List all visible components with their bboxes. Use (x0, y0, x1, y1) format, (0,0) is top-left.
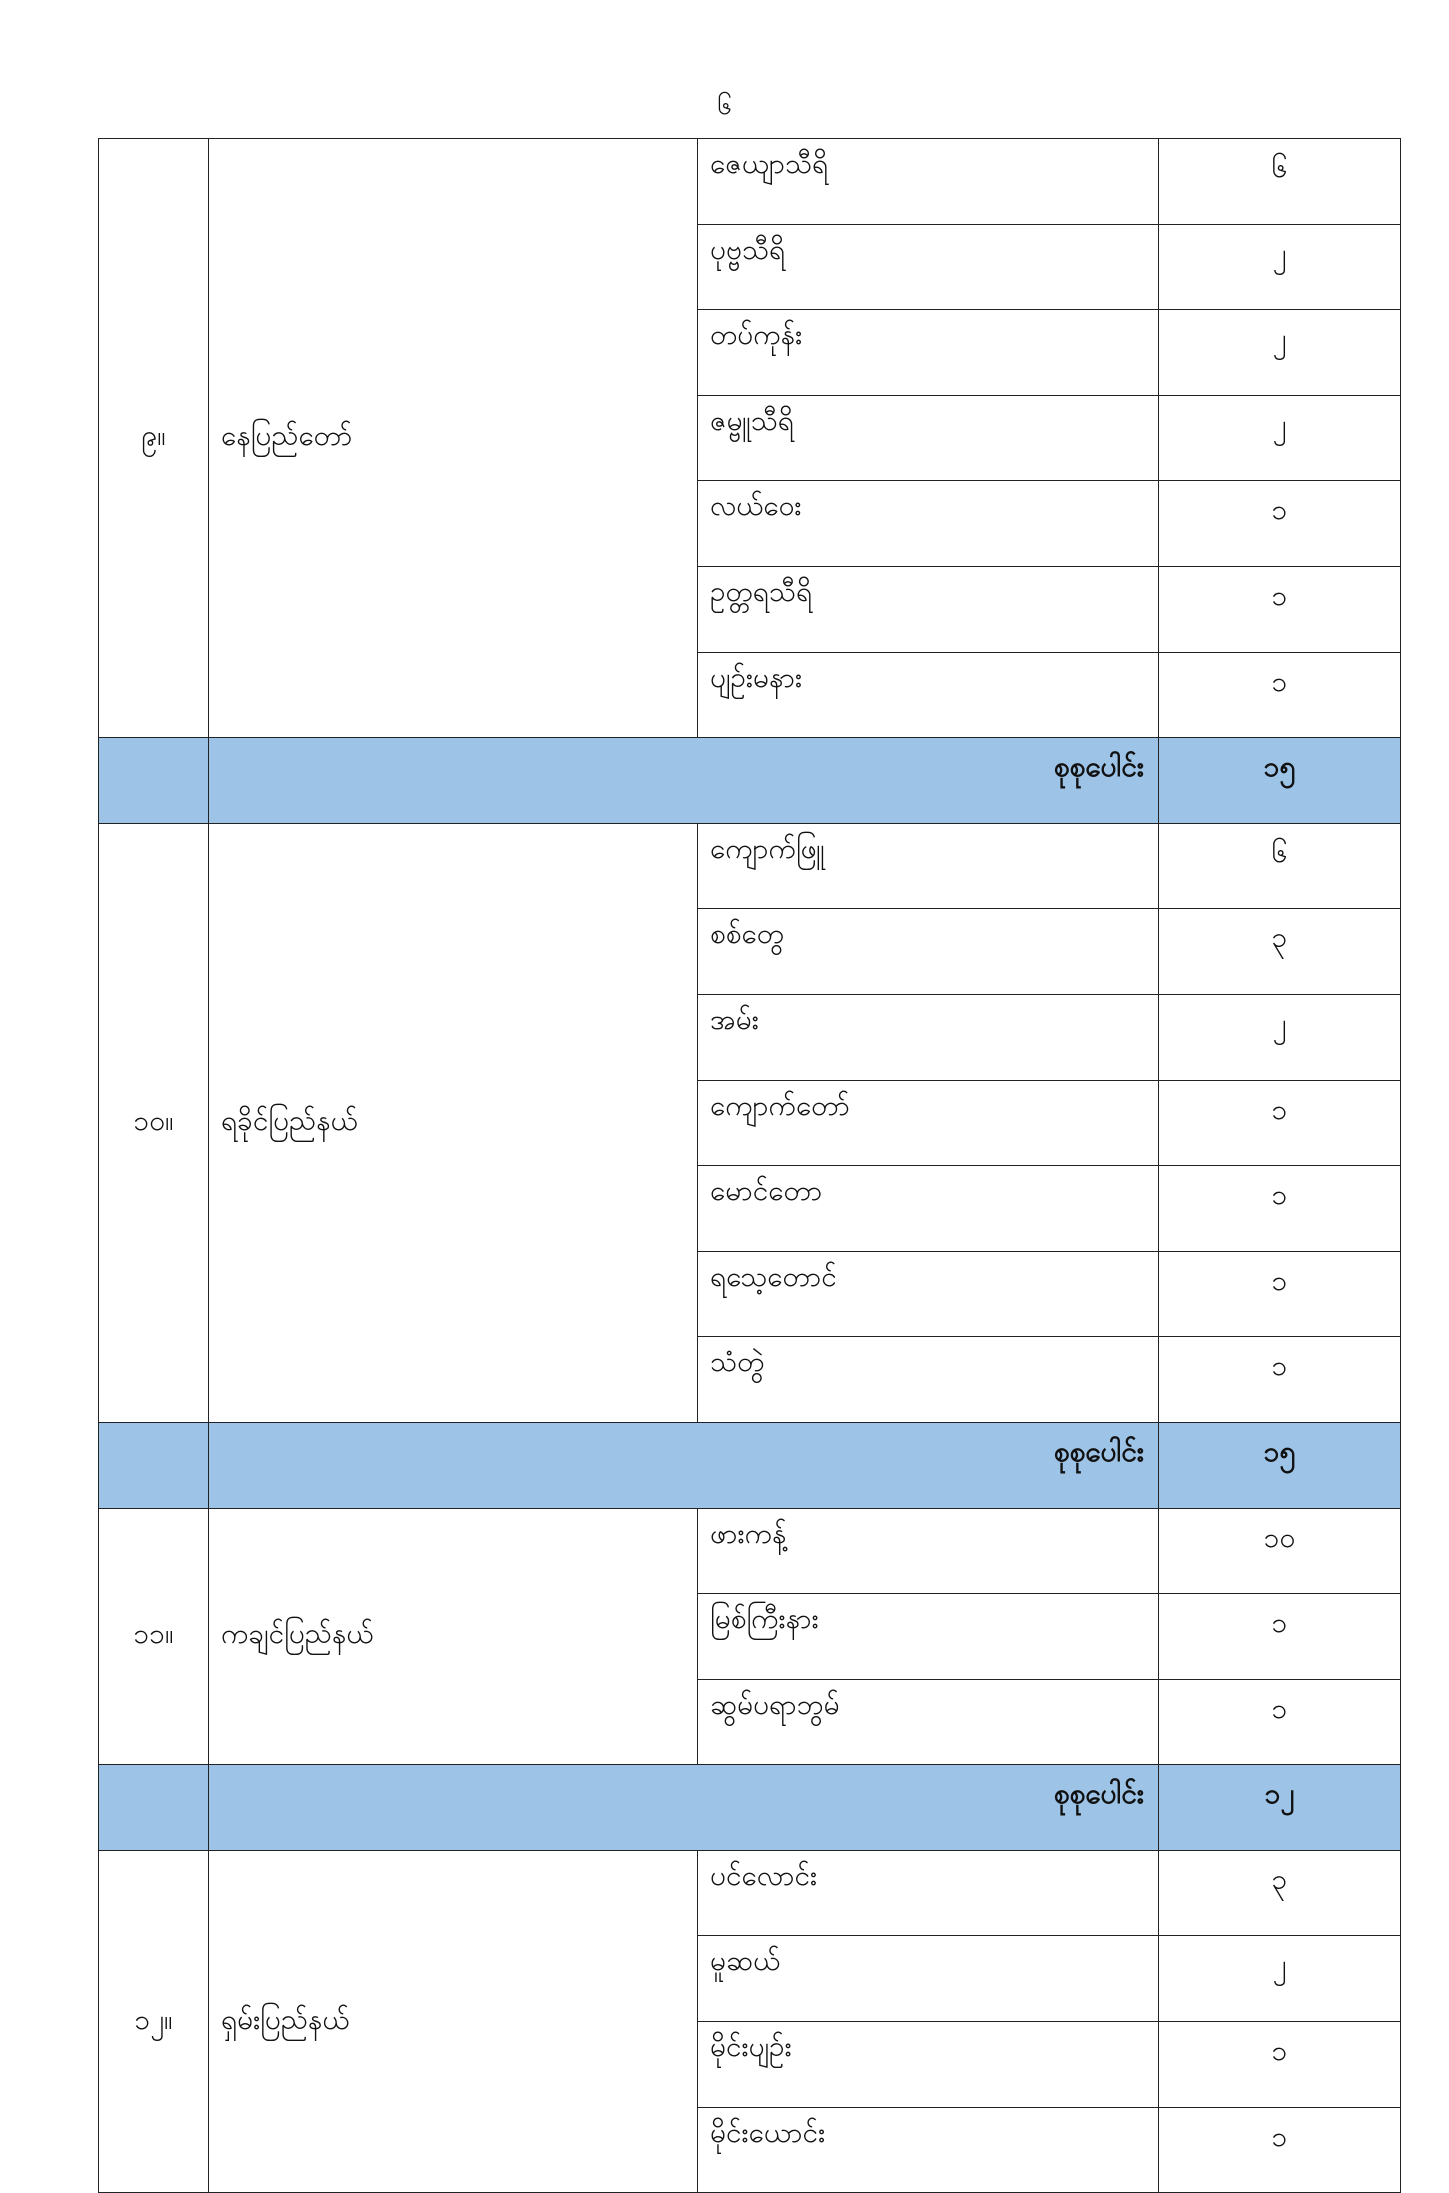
group-index: ၁၁။ (99, 1508, 209, 1765)
township-name: ဥတ္တရသီရိ (698, 566, 1159, 652)
township-count: ၁ (1159, 481, 1401, 567)
group-index: ၁၂။ (99, 1850, 209, 2192)
township-count: ၁ (1159, 1166, 1401, 1252)
township-name: မောင်တော (698, 1166, 1159, 1252)
township-count: ၁၀ (1159, 1508, 1401, 1594)
township-count: ၂ (1159, 310, 1401, 396)
page-number: ၆ (717, 91, 732, 121)
township-count: ၆ (1159, 139, 1401, 225)
township-name: စစ်တွေ (698, 909, 1159, 995)
township-count: ၃ (1159, 909, 1401, 995)
township-count: ၂ (1159, 224, 1401, 310)
total-label: စုစုပေါင်း (209, 1422, 1159, 1508)
total-blank-cell (99, 1422, 209, 1508)
total-row (99, 738, 1401, 824)
township-count: ၂ (1159, 395, 1401, 481)
total-blank-cell (99, 738, 209, 824)
township-name: မူဆယ် (698, 1936, 1159, 2022)
region-name: ကချင်ပြည်နယ် (209, 1508, 698, 1765)
township-name: ကျောက်ဖြူ (698, 823, 1159, 909)
total-label: စုစုပေါင်း (209, 1765, 1159, 1851)
township-name: သံတွဲ (698, 1337, 1159, 1423)
township-count: ၁ (1159, 2107, 1401, 2193)
township-count: ၂ (1159, 994, 1401, 1080)
township-name: မိုင်းယောင်း (698, 2107, 1159, 2193)
table-row (99, 1850, 1401, 1936)
township-count: ၁ (1159, 1251, 1401, 1337)
table-row (99, 823, 1401, 909)
total-label: စုစုပေါင်း (209, 738, 1159, 824)
township-name: ပုဗ္ဗသီရိ (698, 224, 1159, 310)
total-value: ၁၅ (1159, 738, 1401, 824)
township-name: လယ်ဝေး (698, 481, 1159, 567)
total-value: ၁၅ (1159, 1422, 1401, 1508)
region-name: ရခိုင်ပြည်နယ် (209, 823, 698, 1422)
township-name: ဇမ္ဗူသီရိ (698, 395, 1159, 481)
group-index: ၉။ (99, 139, 209, 738)
township-count: ၁ (1159, 1679, 1401, 1765)
township-name: ကျောက်တော် (698, 1080, 1159, 1166)
region-name: ရှမ်းပြည်နယ် (209, 1850, 698, 2192)
group-index: ၁၀။ (99, 823, 209, 1422)
township-count: ၁ (1159, 1594, 1401, 1680)
township-count: ၂ (1159, 1936, 1401, 2022)
township-name: ပျဉ်းမနား (698, 652, 1159, 738)
township-count: ၆ (1159, 823, 1401, 909)
township-name: တပ်ကုန်း (698, 310, 1159, 396)
township-count: ၁ (1159, 566, 1401, 652)
township-count: ၁ (1159, 1337, 1401, 1423)
township-name: ဆွမ်ပရာဘွမ် (698, 1679, 1159, 1765)
township-name: အမ်း (698, 994, 1159, 1080)
township-name: ဇေယျာသီရိ (698, 139, 1159, 225)
summary-table (98, 138, 1401, 2193)
township-name: ရသေ့တောင် (698, 1251, 1159, 1337)
total-blank-cell (99, 1765, 209, 1851)
township-name: မြစ်ကြီးနား (698, 1594, 1159, 1680)
township-name: ပင်လောင်း (698, 1850, 1159, 1936)
township-count: ၃ (1159, 1850, 1401, 1936)
total-value: ၁၂ (1159, 1765, 1401, 1851)
table-row (99, 1508, 1401, 1594)
township-name: မိုင်းပျဉ်း (698, 2022, 1159, 2108)
township-count: ၁ (1159, 2022, 1401, 2108)
table-row (99, 139, 1401, 225)
township-count: ၁ (1159, 652, 1401, 738)
township-name: ဖားကန့် (698, 1508, 1159, 1594)
total-row (99, 1422, 1401, 1508)
total-row (99, 1765, 1401, 1851)
region-name: နေပြည်တော် (209, 139, 698, 738)
township-count: ၁ (1159, 1080, 1401, 1166)
